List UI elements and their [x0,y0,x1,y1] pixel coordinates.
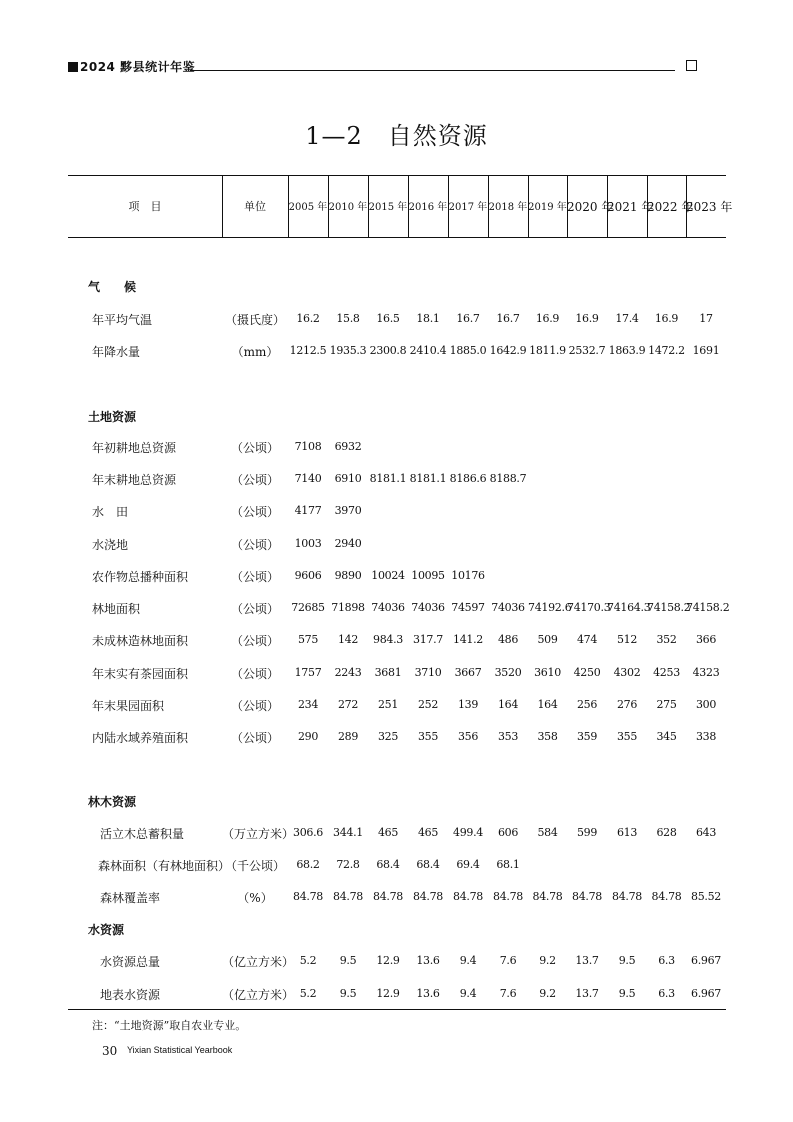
row-unit: （千公顷） [224,859,285,873]
table-cell: 575 [297,633,319,646]
table-cell: 164 [497,698,519,711]
table-cell: 84.78 [651,890,682,903]
table-cell: 613 [616,826,638,839]
table-cell: 4302 [613,666,641,679]
table-cell: 84.78 [413,890,443,903]
table-cell: 4253 [653,666,680,679]
table-cell: 7.6 [499,954,517,967]
table-cell: 9606 [294,569,322,582]
table-cell: 84.78 [612,890,642,903]
row-unit: （万立方米） [222,827,295,841]
table-cell: 509 [537,633,558,646]
table-cell: 465 [417,826,439,839]
table-cell: 4323 [692,666,720,679]
table-cell: 359 [576,730,598,743]
table-cell: 356 [457,730,479,743]
column-header-year: 2017 年 [448,202,488,213]
table-cell: 84.78 [532,890,563,903]
table-cell: 164 [537,698,558,711]
table-note: 注：“土地资源”取自农业专业。 [92,1019,247,1032]
table-cell: 256 [576,698,598,711]
row-label: 未成林造林地面积 [92,634,189,648]
table-cell: 9.5 [339,987,357,1000]
table-cell: 355 [616,730,638,743]
table-cell: 1885.0 [449,344,487,357]
table-cell: 984.3 [373,633,403,646]
table-cell: 474 [576,633,598,646]
row-unit: （公顷） [230,731,279,745]
column-header-year: 2016 年 [408,202,448,213]
row-label: 森林覆盖率 [100,891,161,905]
book-english-title: Yixian Statistical Yearbook [127,1045,233,1055]
table-cell: 6.967 [691,987,721,1000]
row-label: 年末耕地总资源 [92,473,177,487]
table-cell: 16.5 [376,312,400,325]
table-cell: 353 [497,730,519,743]
table-cell: 1811.9 [529,344,566,357]
column-header-year: 2005 年 [288,202,328,213]
table-cell: 68.4 [416,858,440,871]
table-cell: 345 [656,730,677,743]
table-cell: 3667 [454,666,482,679]
table-cell: 16.2 [296,312,320,325]
table-cell: 465 [377,826,399,839]
table-cell: 276 [616,698,638,711]
table-cell: 8188.7 [489,472,527,485]
table-cell: 141.2 [453,633,483,646]
row-unit: （公顷） [230,699,279,713]
table-cell: 7140 [294,472,322,485]
table-cell: 16.7 [456,312,480,325]
table-cell: 512 [616,633,638,646]
table-cell: 3520 [494,666,522,679]
table-cell: 17.4 [615,312,639,325]
table-header-rule [68,237,726,238]
table-cell: 234 [297,698,319,711]
table-cell: 10024 [371,569,405,582]
row-unit: （公顷） [230,667,279,681]
table-cell: 9.4 [459,987,477,1000]
table-cell: 74036 [371,601,405,614]
table-cell: 9.2 [539,954,556,967]
row-unit: （摄氏度） [224,313,285,327]
row-unit: （公顷） [230,538,279,552]
table-cell: 16.7 [496,312,520,325]
table-cell: 6932 [334,440,362,453]
row-label: 农作物总播种面积 [92,570,189,584]
table-cell: 606 [497,826,519,839]
table-cell: 2300.8 [369,344,407,357]
table-cell: 69.4 [456,858,480,871]
row-unit: （亿立方米） [222,988,295,1002]
table-cell: 252 [417,698,439,711]
table-cell: 74164.3 [607,601,651,614]
table-cell: 1757 [294,666,322,679]
table-cell: 13.7 [575,987,599,1000]
table-cell: 4250 [573,666,601,679]
table-cell: 16.9 [654,312,679,325]
section-heading: 气 候 [88,280,137,294]
table-cell: 3710 [414,666,442,679]
table-cell: 10176 [451,569,485,582]
table-cell: 12.9 [376,987,400,1000]
section-heading: 林木资源 [88,795,137,809]
column-header-year: 2010 年 [328,202,368,213]
row-label: 水浇地 [92,538,129,552]
row-label: 内陆水域养殖面积 [92,731,189,745]
table-cell: 486 [497,633,519,646]
table-cell: 16.9 [535,312,560,325]
table-cell: 289 [337,730,359,743]
table-cell: 71898 [331,601,365,614]
table-title: 1—2 自然资源 [305,122,488,150]
book-title: 2024 黟县统计年鉴 [80,60,196,74]
row-unit: （公顷） [230,473,279,487]
table-cell: 1472.2 [648,344,685,357]
table-cell: 74597 [451,601,485,614]
table-cell: 344.1 [333,826,363,839]
table-cell: 3610 [534,666,561,679]
table-cell: 6.3 [658,954,675,967]
table-cell: 9.5 [339,954,357,967]
table-cell: 599 [576,826,598,839]
row-unit: （公顷） [230,634,279,648]
table-cell: 10095 [411,569,445,582]
column-header-year: 2018 年 [488,202,528,213]
table-cell: 6.3 [658,987,675,1000]
table-cell: 2940 [334,537,362,550]
table-cell: 628 [656,826,677,839]
table-cell: 1935.3 [329,344,367,357]
table-cell: 84.78 [293,890,323,903]
column-header-year: 2022 年 [647,200,694,214]
row-label: 森林面积（有林地面积） [98,859,231,873]
table-cell: 2410.4 [409,344,447,357]
table-cell: 74036 [491,601,525,614]
table-cell: 84.78 [493,890,523,903]
section-heading: 土地资源 [88,410,137,424]
table-cell: 338 [695,730,717,743]
table-cell: 84.78 [333,890,363,903]
row-label: 年末果园面积 [92,699,165,713]
row-unit: （公顷） [230,570,279,584]
row-unit: （mm） [231,345,279,359]
table-cell: 306.6 [293,826,323,839]
table-cell: 84.78 [453,890,483,903]
table-cell: 17 [699,312,713,325]
table-cell: 3970 [334,504,362,517]
table-cell: 1691 [692,344,720,357]
table-cell: 68.2 [296,858,320,871]
column-header-unit: 单位 [244,200,266,213]
header-box-mark [686,60,697,71]
table-cell: 1863.9 [608,344,646,357]
table-cell: 13.6 [416,987,440,1000]
table-cell: 355 [417,730,439,743]
table-cell: 3681 [374,666,402,679]
table-cell: 8181.1 [369,472,407,485]
table-cell: 643 [695,826,717,839]
table-cell: 18.1 [416,312,440,325]
table-cell: 290 [297,730,319,743]
table-cell: 9.5 [618,987,636,1000]
row-label: 活立木总蓄积量 [100,827,185,841]
page-number: 30 [102,1044,118,1058]
row-unit: （公顷） [230,441,279,455]
table-cell: 74170.3 [567,601,611,614]
row-unit: （%） [237,891,273,905]
row-unit: （公顷） [230,602,279,616]
table-cell: 15.8 [336,312,360,325]
table-cell: 366 [695,633,717,646]
table-cell: 325 [377,730,399,743]
table-cell: 251 [377,698,399,711]
row-label: 年初耕地总资源 [92,441,177,455]
header-rule [190,70,675,71]
table-cell: 12.9 [376,954,400,967]
column-header-year: 2020 年 [567,200,614,214]
row-label: 年降水量 [92,345,141,359]
table-bottom-rule [68,1009,726,1010]
column-header-item: 项 目 [128,200,162,213]
table-cell: 499.4 [453,826,483,839]
table-cell: 84.78 [572,890,602,903]
table-cell: 4177 [294,504,322,517]
table-cell: 72685 [291,601,325,614]
table-cell: 352 [656,633,677,646]
table-cell: 9.5 [618,954,636,967]
table-cell: 142 [337,633,359,646]
row-unit: （亿立方米） [222,955,295,969]
row-label: 地表水资源 [100,988,161,1002]
column-header-year: 2015 年 [368,202,408,213]
header-square-mark [68,62,78,72]
section-heading: 水资源 [88,923,125,937]
table-cell: 8186.6 [449,472,487,485]
table-cell: 8181.1 [409,472,447,485]
table-cell: 6.967 [691,954,721,967]
table-cell: 74036 [411,601,445,614]
table-cell: 272 [337,698,359,711]
row-label: 年平均气温 [92,313,153,327]
table-cell: 2243 [334,666,362,679]
table-cell: 13.7 [575,954,599,967]
table-cell: 72.8 [336,858,360,871]
table-cell: 74158.2 [647,601,691,614]
row-label: 水资源总量 [100,955,161,969]
table-cell: 275 [656,698,677,711]
table-cell: 1642.9 [489,344,527,357]
table-cell: 74158.2 [686,601,730,614]
row-unit: （公顷） [230,505,279,519]
table-cell: 1212.5 [289,344,327,357]
table-cell: 5.2 [299,954,317,967]
row-label: 林地面积 [92,602,141,616]
table-cell: 300 [695,698,717,711]
table-cell: 6910 [334,472,362,485]
table-cell: 9.4 [459,954,477,967]
table-cell: 85.52 [691,890,721,903]
table-cell: 68.1 [496,858,520,871]
table-cell: 584 [537,826,558,839]
table-cell: 9.2 [539,987,556,1000]
table-top-rule [68,175,726,176]
table-cell: 7108 [294,440,322,453]
column-header-year: 2021 年 [607,200,654,214]
table-cell: 74192.6 [528,601,572,614]
table-cell: 139 [457,698,479,711]
table-cell: 68.4 [376,858,400,871]
table-cell: 2532.7 [568,344,606,357]
row-label: 年末实有茶园面积 [92,667,189,681]
table-cell: 1003 [294,537,322,550]
table-cell: 84.78 [373,890,403,903]
column-header-year: 2023 年 [686,200,733,214]
table-cell: 16.9 [575,312,599,325]
table-cell: 13.6 [416,954,440,967]
table-cell: 5.2 [299,987,317,1000]
table-cell: 317.7 [413,633,443,646]
table-cell: 7.6 [499,987,517,1000]
row-label: 水 田 [92,505,129,519]
table-cell: 358 [537,730,558,743]
column-header-year: 2019 年 [528,202,567,213]
table-cell: 9890 [334,569,362,582]
